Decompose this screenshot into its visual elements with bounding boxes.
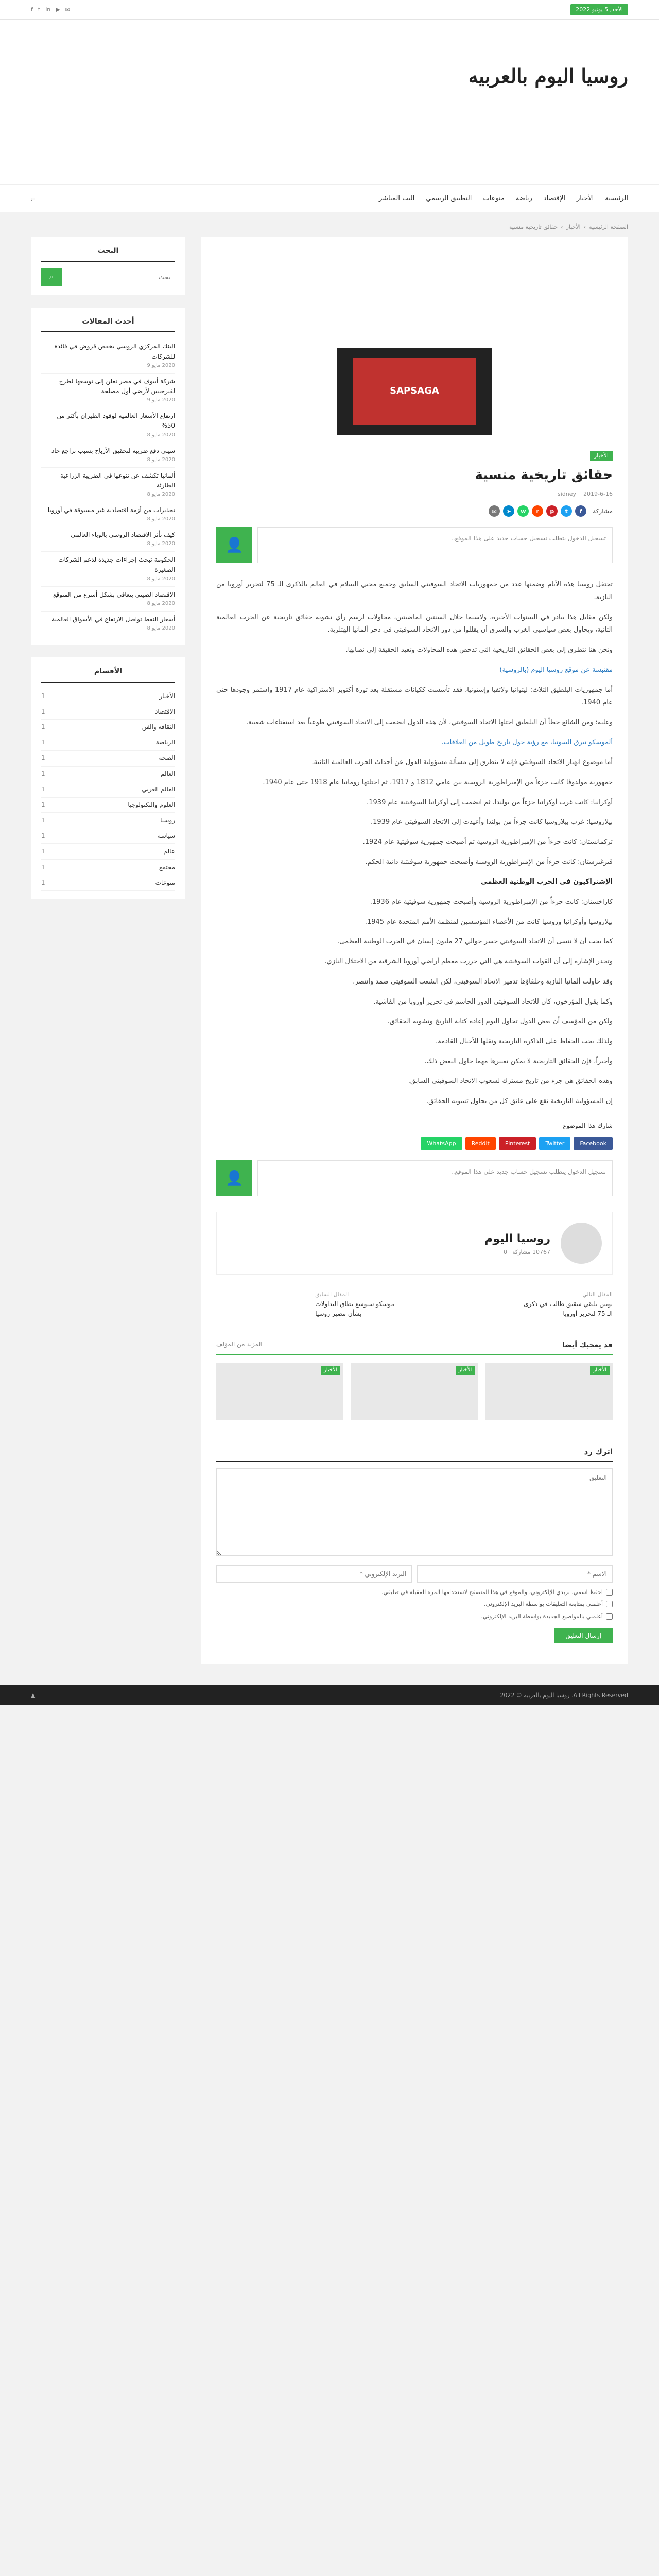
- breadcrumb-section[interactable]: الأخبار: [566, 224, 581, 230]
- author-comments-count: 0: [504, 1249, 507, 1256]
- share-big-label: شارك هذا الموضوع: [563, 1122, 613, 1129]
- site-header: [0, 20, 659, 184]
- reddit-share-button[interactable]: Reddit: [465, 1137, 496, 1150]
- recent-post[interactable]: البنك المركزي الروسي يخفض قروض في فائدة للشركات 2020 مايو 9: [41, 338, 175, 373]
- twitter-icon[interactable]: t: [38, 6, 41, 13]
- article-body: [216, 579, 613, 1108]
- paragraph: بيلاروسيا: غرب بيلاروسيا كانت جزءاً من بولندا وأعيدت إلى الاتحاد السوفيتي عام 1939.: [370, 818, 613, 826]
- categories-title: الأقسام: [41, 666, 175, 682]
- paragraph: أوكرانيا: كانت غرب أوكرانيا جزءاً من بولندا، ثم انضمت إلى أوكرانيا السوفيتية عام 1939.: [367, 798, 613, 806]
- search-widget: [31, 237, 185, 295]
- site-title[interactable]: روسيا اليوم بالعربيه: [468, 64, 628, 88]
- search-icon: ⌕: [49, 272, 54, 281]
- pinterest-share-button[interactable]: Pinterest: [499, 1137, 536, 1150]
- category-item[interactable]: روسيا 1: [41, 813, 175, 828]
- share-buttons: [216, 1137, 613, 1150]
- paragraph: تركمانستان: كانت جزءاً من الإمبراطورية الروسية ثم أصبحت جمهورية سوفيتية عام 1924.: [362, 838, 613, 846]
- breadcrumb-home[interactable]: الصفحة الرئيسية: [589, 224, 628, 230]
- category-item[interactable]: الأخبار 1: [41, 689, 175, 704]
- recent-post[interactable]: الحكومة تبحث إجراءات جديدة لدعم الشركات الصغيرة 2020 مايو 8: [41, 552, 175, 586]
- notify-posts-checkbox[interactable]: أعلمني بالمواضيع الجديدة بواسطة البريد الإلكتروني.: [216, 1612, 613, 1621]
- paragraph: ولكن من المؤسف أن بعض الدول تحاول اليوم إعادة كتابة التاريخ وتشويه الحقائق.: [387, 1018, 613, 1026]
- paragraph: تحتفل روسيا هذه الأيام وضمنها عدد من جمهوريات الاتحاد السوفيتي السابق وجميع محبي السلام في العالم بالذكرى الـ 75 لتحرير أوروبا من النازية.: [216, 581, 613, 602]
- share-label: مشاركة: [593, 507, 613, 515]
- post-date: 2019-6-16: [583, 490, 613, 497]
- top-bar: [0, 0, 659, 20]
- category-item[interactable]: الصحة 1: [41, 751, 175, 766]
- paragraph: أما موضوع انهيار الاتحاد السوفيتي فإنه لا يتطرق إلى مسألة مسؤولية الدول عن أحداث الحرب العالمية الثانية.: [311, 758, 613, 767]
- author-posts-count: 10767 مشاركة: [512, 1249, 550, 1256]
- recent-post[interactable]: الاقتصاد الصيني يتعافى بشكل أسرع من المتوقع 2020 مايو 8: [41, 587, 175, 612]
- login-notice: [216, 527, 613, 563]
- youtube-icon[interactable]: ▶: [56, 6, 60, 13]
- paragraph: ولكن مقابل هذا يبادر في السنوات الأخيرة، ولاسيما خلال السنتين الماضيتين، محاولات لرسم رأي تشويه حقائق تاريخية عن الحرب العالمية الثانية، ويحاول بعض سياسيي الغرب والشرق أن يقللوا من دور الاتحاد السوفيتي في دحر ألمانيا الهتلرية.: [216, 613, 613, 634]
- recent-post[interactable]: سيتي دفع ضريبة لتحقيق الأرباح بسبب تراجع حاد 2020 مايو 8: [41, 443, 175, 468]
- paragraph: وأخيراً، فإن الحقائق التاريخية لا يمكن تغييرها مهما حاول البعض ذلك.: [424, 1057, 613, 1065]
- share-row-top: [216, 505, 613, 517]
- sidebar: [31, 237, 185, 912]
- paragraph: كازاخستان: كانت جزءاً من الإمبراطورية الروسية وأصبحت جمهورية سوفيتية عام 1936.: [370, 898, 613, 906]
- recent-post[interactable]: ألمانيا تكشف عن تنوعها في الضريبة الزراعية الطارئة 2020 مايو 8: [41, 468, 175, 502]
- paragraph: وعليه؛ ومن الشائع خطأ أن البلطيق احتلها الاتحاد السوفيتي، لأن هذه الدول انضمت إلى الاتحاد السوفيتي طوعياً بعد استفتاءات شعبية.: [246, 718, 613, 726]
- comment-textarea[interactable]: [216, 1468, 613, 1556]
- search-icon[interactable]: ⌕: [31, 194, 36, 204]
- notify-comments-checkbox[interactable]: أعلمني بمتابعة التعليقات بواسطة البريد الإلكتروني.: [216, 1600, 613, 1609]
- prev-post-link[interactable]: المقال السابق موسكو ستوسع نطاق التداولات بشأن مصير روسيا: [315, 1291, 394, 1318]
- save-info-checkbox[interactable]: احفظ اسمي، بريدي الإلكتروني، والموقع في هذا المتصفح لاستخدامها المرة المقبلة في تعليقي.: [216, 1588, 613, 1597]
- nav-live[interactable]: البث المباشر: [378, 194, 415, 202]
- paragraph: جمهورية مولدوفا كانت جزءاً من الإمبراطورية الروسية بين عامي 1812 و 1917، ثم احتلتها رومانيا عام 1918 حتى عام 1940.: [263, 778, 613, 786]
- search-button[interactable]: [41, 268, 62, 286]
- post-navigation: [216, 1290, 613, 1319]
- reply-form: [216, 1446, 613, 1644]
- paragraph: ونحن هنا نتطرق إلى بعض الحقائق التاريخية التي تدحض هذه المحاولات وتعيد الحقيقة إلى نصابها.: [345, 646, 613, 654]
- search-widget-title: البحث: [41, 245, 175, 262]
- category-item[interactable]: الاقتصاد 1: [41, 704, 175, 720]
- post-title: حقائق تاريخية منسية: [475, 467, 613, 483]
- nav-news[interactable]: الأخبار: [576, 194, 594, 202]
- user-avatar-icon: 👤: [216, 1160, 252, 1196]
- paragraph: كما يجب أن لا ننسى أن الاتحاد السوفيتي خسر حوالي 27 مليون إنسان في الحرب الوطنية العظمى.: [337, 938, 613, 946]
- name-field[interactable]: [417, 1565, 613, 1583]
- paragraph: وكما يقول المؤرخون، كان للاتحاد السوفيتي الدور الحاسم في تحرير أوروبا من الفاشية.: [373, 997, 613, 1006]
- login-notice-text[interactable]: تسجيل الدخول يتطلب تسجيل حساب جديد على هذا الموقع..: [257, 527, 613, 563]
- related-card[interactable]: الأخبار: [216, 1363, 343, 1420]
- author-name[interactable]: روسيا اليوم: [484, 1232, 550, 1246]
- login-notice-text[interactable]: تسجيل الدخول يتطلب تسجيل حساب جديد على هذا الموقع..: [257, 1160, 613, 1196]
- telegram-icon[interactable]: ➤: [503, 505, 514, 517]
- recent-post[interactable]: أسعار النفط تواصل الارتفاع في الأسواق العالمية 2020 مايو 8: [41, 612, 175, 636]
- top-social-links: [31, 5, 70, 14]
- category-item[interactable]: العالم العربي 1: [41, 782, 175, 798]
- submit-comment-button[interactable]: إرسال التعليق: [554, 1628, 613, 1643]
- recent-posts-widget: [31, 308, 185, 645]
- paragraph: وهذه الحقائق هي جزء من تاريخ مشترك لشعوب الاتحاد السوفيتي السابق.: [408, 1077, 613, 1086]
- nav-economy[interactable]: الإقتصاد: [543, 194, 565, 202]
- category-item[interactable]: مجتمع 1: [41, 860, 175, 875]
- category-item[interactable]: العلوم والتكنولوجيا 1: [41, 798, 175, 813]
- source-link[interactable]: مقتبسة عن موقع روسيا اليوم (بالروسية): [499, 666, 613, 674]
- reply-title: اترك رد: [216, 1446, 613, 1462]
- nav-misc[interactable]: منوعات: [483, 194, 505, 202]
- mail-icon[interactable]: ✉: [65, 6, 70, 13]
- whatsapp-icon[interactable]: w: [517, 505, 529, 517]
- twitter-icon[interactable]: t: [561, 505, 572, 517]
- login-notice-bottom: [216, 1160, 613, 1196]
- category-item[interactable]: منوعات 1: [41, 875, 175, 891]
- paragraph: قيرغيزستان: كانت جزءاً من الإمبراطورية الروسية وأصبحت جمهورية سوفيتية ذاتية الحكم.: [365, 858, 613, 866]
- breadcrumb-current: حقائق تاريخية منسية: [509, 224, 558, 230]
- post-meta: [216, 489, 613, 499]
- date-badge: الأحد, 5 يونيو 2022: [570, 4, 628, 15]
- facebook-icon[interactable]: f: [31, 6, 33, 13]
- recent-post[interactable]: ارتفاع الأسعار العالمية لوقود الطيران بأكثر من 50% 2020 مايو 8: [41, 408, 175, 443]
- category-item[interactable]: سياسة 1: [41, 828, 175, 844]
- recent-post[interactable]: تحذيرات من أزمة اقتصادية غير مسبوقة في أوروبا 2020 مايو 8: [41, 502, 175, 527]
- paragraph: وقد حاولت ألمانيا النازية وحلفاؤها تدمير الاتحاد السوفيتي، لكن الشعب السوفيتي صمد وانتصر.: [353, 977, 613, 986]
- author-box: [216, 1212, 613, 1275]
- author-avatar-icon: [561, 1223, 602, 1264]
- paragraph: بيلاروسيا وأوكرانيا وروسيا كانت من الأعضاء المؤسسين لمنظمة الأمم المتحدة عام 1945.: [365, 918, 613, 926]
- paragraph: وتجدر الإشارة إلى أن القوات السوفيتية هي التي حررت معظم أراضي أوروبا الشرقية من الاحتلال النازي.: [324, 958, 613, 966]
- scroll-top-icon[interactable]: ▲: [31, 1691, 36, 1699]
- site-footer: [0, 1685, 659, 1705]
- recent-post[interactable]: شركة أبيوف في مصر تعلن إلى توسعها لطرح لقيرجيس لأرضي أول مصلحة 2020 مايو 9: [41, 374, 175, 408]
- facebook-share-button[interactable]: Facebook: [574, 1137, 613, 1150]
- paragraph: أما جمهوريات البلطيق الثلاث: ليتوانيا ولاتفيا وإستونيا، فقد تأسست ككيانات مستقلة بعد ثورة أكتوبر الاشتراكية عام 1917 واستمر وجودها حتى عام 1940.: [216, 686, 613, 707]
- nav-app[interactable]: التطبيق الرسمي: [426, 194, 472, 202]
- related-header: [216, 1340, 613, 1355]
- pinterest-icon[interactable]: p: [546, 505, 558, 517]
- nav-home[interactable]: الرئيسية: [605, 194, 628, 202]
- facebook-icon[interactable]: f: [575, 505, 586, 517]
- reddit-icon[interactable]: r: [532, 505, 543, 517]
- footer-copyright: All Rights Reserved. روسيا اليوم بالعربيه © 2022: [500, 1691, 628, 1699]
- subheading: الإشتراكيون في الحرب الوطنية العظمى: [481, 878, 613, 886]
- recent-post[interactable]: كيف تأثر الاقتصاد الروسي بالوباء العالمي 2020 مايو 8: [41, 527, 175, 552]
- post-author[interactable]: sidney: [558, 490, 577, 497]
- user-avatar-icon: 👤: [216, 527, 252, 563]
- related-title: قد يعجبك أيضا: [562, 1341, 613, 1350]
- category-item[interactable]: الثقافة والفن 1: [41, 720, 175, 735]
- article-content: [201, 237, 628, 1665]
- next-post-link[interactable]: المقال التالي بوتين يلتقي شقيق طالب في ذكرى الـ 75 لتحرير أوروبا: [524, 1291, 613, 1318]
- linkedin-icon[interactable]: in: [45, 6, 51, 13]
- paragraph: ولذلك يجب الحفاظ على الذاكرة التاريخية ونقلها للأجيال القادمة.: [436, 1037, 613, 1045]
- related-posts: [216, 1363, 613, 1420]
- email-field[interactable]: [216, 1565, 412, 1583]
- categories-widget: [31, 657, 185, 899]
- breadcrumb: الصفحة الرئيسية › الأخبار › حقائق تاريخية منسية: [31, 223, 628, 232]
- twitter-share-button[interactable]: Twitter: [539, 1137, 570, 1150]
- recent-posts-title: أحدث المقالات: [41, 316, 175, 332]
- nav-sports[interactable]: رياضة: [515, 194, 532, 202]
- category-item[interactable]: العالم 1: [41, 767, 175, 782]
- related-card[interactable]: الأخبار: [351, 1363, 478, 1420]
- mail-icon[interactable]: ✉: [489, 505, 500, 517]
- related-card[interactable]: الأخبار: [485, 1363, 613, 1420]
- paragraph: إن المسؤولية التاريخية تقع على عاتق كل من يحاول تشويه الحقائق.: [426, 1097, 613, 1105]
- category-badge[interactable]: الأخبار: [590, 451, 613, 461]
- ad-banner[interactable]: [337, 348, 492, 435]
- inline-link[interactable]: ألموسكو تبرق السوتيا، مع رؤية حول تاريخ طويل من العلاقات.: [441, 738, 613, 747]
- category-item[interactable]: الرياضة 1: [41, 735, 175, 751]
- ad-text: SAPSAGA: [353, 358, 476, 425]
- search-input[interactable]: [62, 268, 175, 286]
- category-item[interactable]: عالم 1: [41, 844, 175, 859]
- more-from-author-link[interactable]: المزيد من المؤلف: [216, 1341, 263, 1348]
- main-nav: [0, 184, 659, 212]
- whatsapp-share-button[interactable]: WhatsApp: [421, 1137, 462, 1150]
